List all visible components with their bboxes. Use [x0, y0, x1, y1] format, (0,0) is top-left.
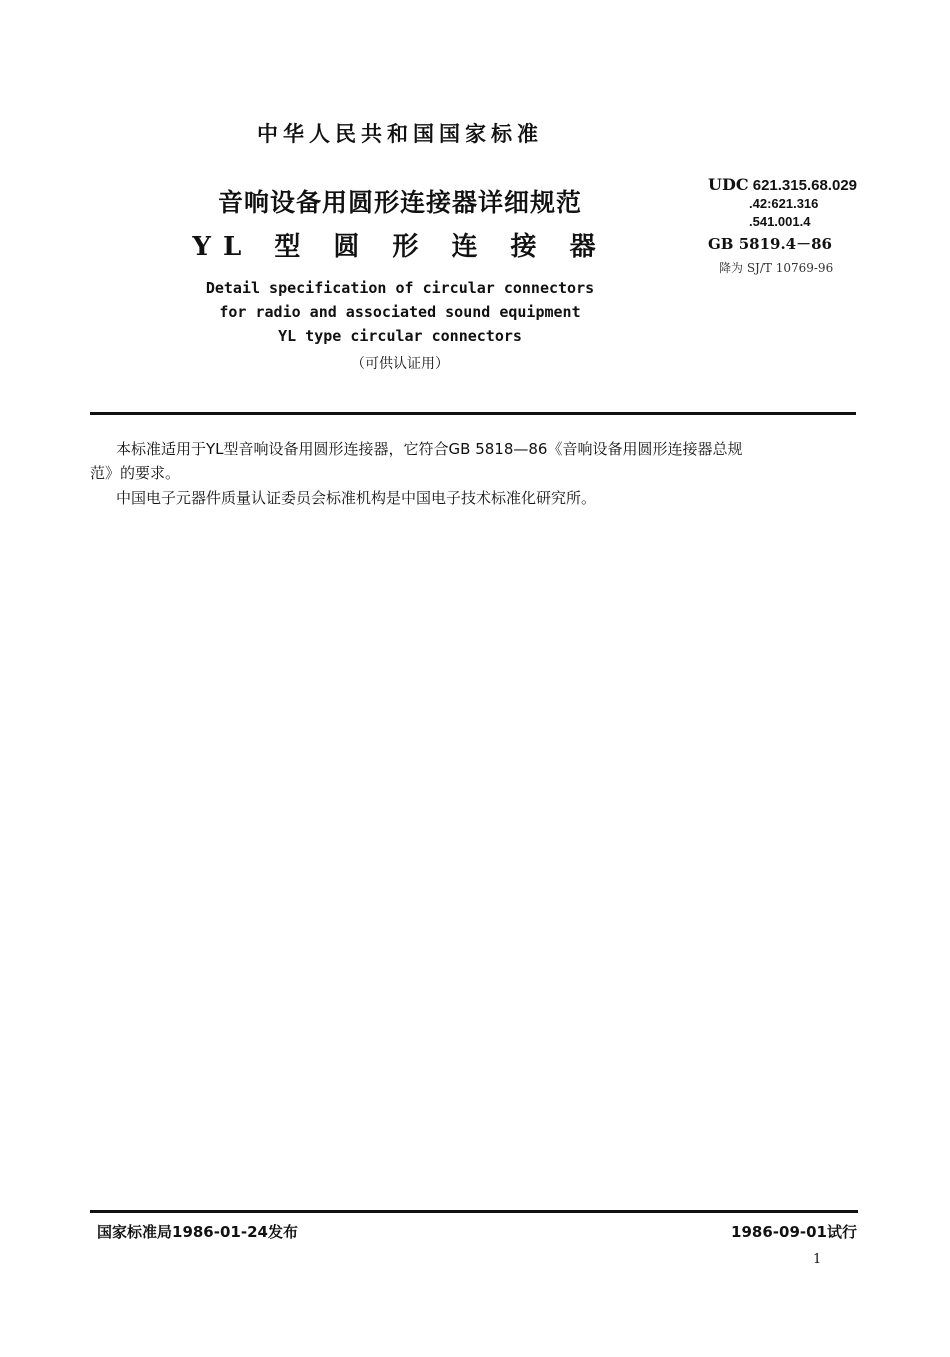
header-divider	[90, 412, 856, 415]
udc-code-line1: 621.315.68.029	[752, 177, 858, 194]
effective-date: 1986-09-01试行	[731, 1223, 857, 1241]
footer-divider	[90, 1210, 858, 1213]
udc-code-line3: .541.001.4	[749, 214, 811, 229]
scope-paragraph-line1: 本标准适用于YL型音响设备用圆形连接器，它符合GB 5818—86《音响设备用圆形连接器总规	[116, 440, 743, 458]
scope-paragraph	[90, 437, 860, 485]
issue-date: 国家标准局1986-01-24发布	[97, 1223, 298, 1241]
replaced-by-note: 降为 SJ/T 10769-96	[719, 261, 834, 275]
title-chinese: 音响设备用圆形连接器详细规范	[217, 188, 582, 217]
title-chinese-subtitle: YL 型 圆 形 连 接 器	[192, 232, 608, 262]
title-english-line3: YL type circular connectors	[278, 327, 522, 345]
certification-note: （可供认证用）	[351, 356, 449, 372]
udc-classification	[708, 176, 857, 231]
national-standard-heading: 中华人民共和国国家标准	[257, 122, 543, 146]
authority-paragraph: 中国电子元器件质量认证委员会标准机构是中国电子技术标准化研究所。	[116, 489, 597, 507]
title-english-line2: for radio and associated sound equipment	[219, 303, 581, 321]
gb-standard-number: GB 5819.4－86	[708, 235, 832, 253]
scope-paragraph-line2: 范》的要求。	[90, 464, 181, 482]
title-english-line1: Detail specification of circular connectors	[205, 279, 595, 297]
page-number: 1	[813, 1252, 822, 1267]
udc-label: UDC	[708, 175, 749, 194]
udc-code-line2: .42:621.316	[749, 196, 819, 211]
